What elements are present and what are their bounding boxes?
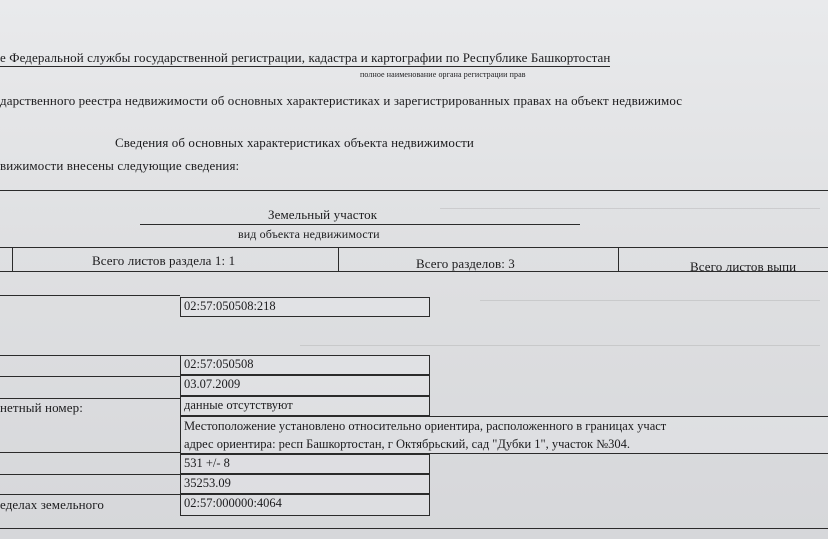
label-row-line [0, 376, 180, 377]
area-value: 531 +/- 8 [184, 456, 230, 470]
prev-number-label: нетный номер: [0, 400, 83, 415]
within-cell [180, 494, 430, 516]
table-col-border [338, 247, 339, 271]
table-row-border [0, 271, 828, 272]
table-bottom-line [0, 528, 828, 529]
sections-total: Всего разделов: 3 [416, 256, 515, 271]
cadastral-value: 35253.09 [184, 476, 231, 490]
area-cell [180, 454, 430, 474]
quarter-number-cell [180, 355, 430, 375]
date-assigned: 03.07.2009 [184, 377, 241, 391]
cadastral-value-cell [180, 474, 430, 494]
authority-caption: полное наименование органа регистрации прав [360, 70, 526, 79]
registry-title: дарственного реестра недвижимости об основных характеристиках и зарегистрированных правах на объект недвижимос [0, 93, 683, 108]
section-title: Сведения об основных характеристиках объекта недвижимости [115, 135, 474, 150]
cadastral-number-cell [180, 297, 430, 317]
cadastral-number: 02:57:050508:218 [184, 299, 276, 313]
label-row-line [0, 355, 180, 356]
location-cell [180, 416, 828, 454]
object-type: Земельный участок [268, 207, 378, 222]
table-row-border [0, 247, 828, 248]
location-line-2: адрес ориентира: респ Башкортостан, г Октябрьский, сад "Дубки 1", участок №304. [184, 437, 631, 451]
table-col-border [618, 247, 619, 271]
sheets-in-section: Всего листов раздела 1: 1 [92, 253, 236, 268]
location-line-1: Местоположение установлено относительно ориентира, расположенного в границах участ [184, 419, 667, 433]
label-row-line [0, 398, 180, 399]
object-type-caption: вид объекта недвижимости [238, 227, 380, 241]
table-col-border [12, 247, 13, 271]
within-label: еделах земельного [0, 497, 104, 512]
date-assigned-cell [180, 375, 430, 396]
authority-name: е Федеральной службы государственной регистрации, кадастра и картографии по Республике Башкортостан [0, 50, 611, 65]
label-row-line [0, 295, 180, 296]
bleed-line [480, 300, 820, 301]
label-row-line [0, 494, 180, 495]
label-row-line [0, 452, 180, 453]
table-top-border [0, 190, 828, 191]
object-type-underline [140, 224, 580, 225]
within-value: 02:57:000000:4064 [184, 496, 282, 510]
quarter-number: 02:57:050508 [184, 357, 254, 371]
prev-number-cell [180, 396, 430, 416]
sheets-total: Всего листов выпи [690, 259, 797, 274]
bleed-line [300, 345, 820, 346]
section-intro: вижимости внесены следующие сведения: [0, 158, 240, 173]
label-row-line [0, 474, 180, 475]
prev-number-value: данные отсутствуют [184, 398, 293, 412]
bleed-line [440, 208, 820, 209]
